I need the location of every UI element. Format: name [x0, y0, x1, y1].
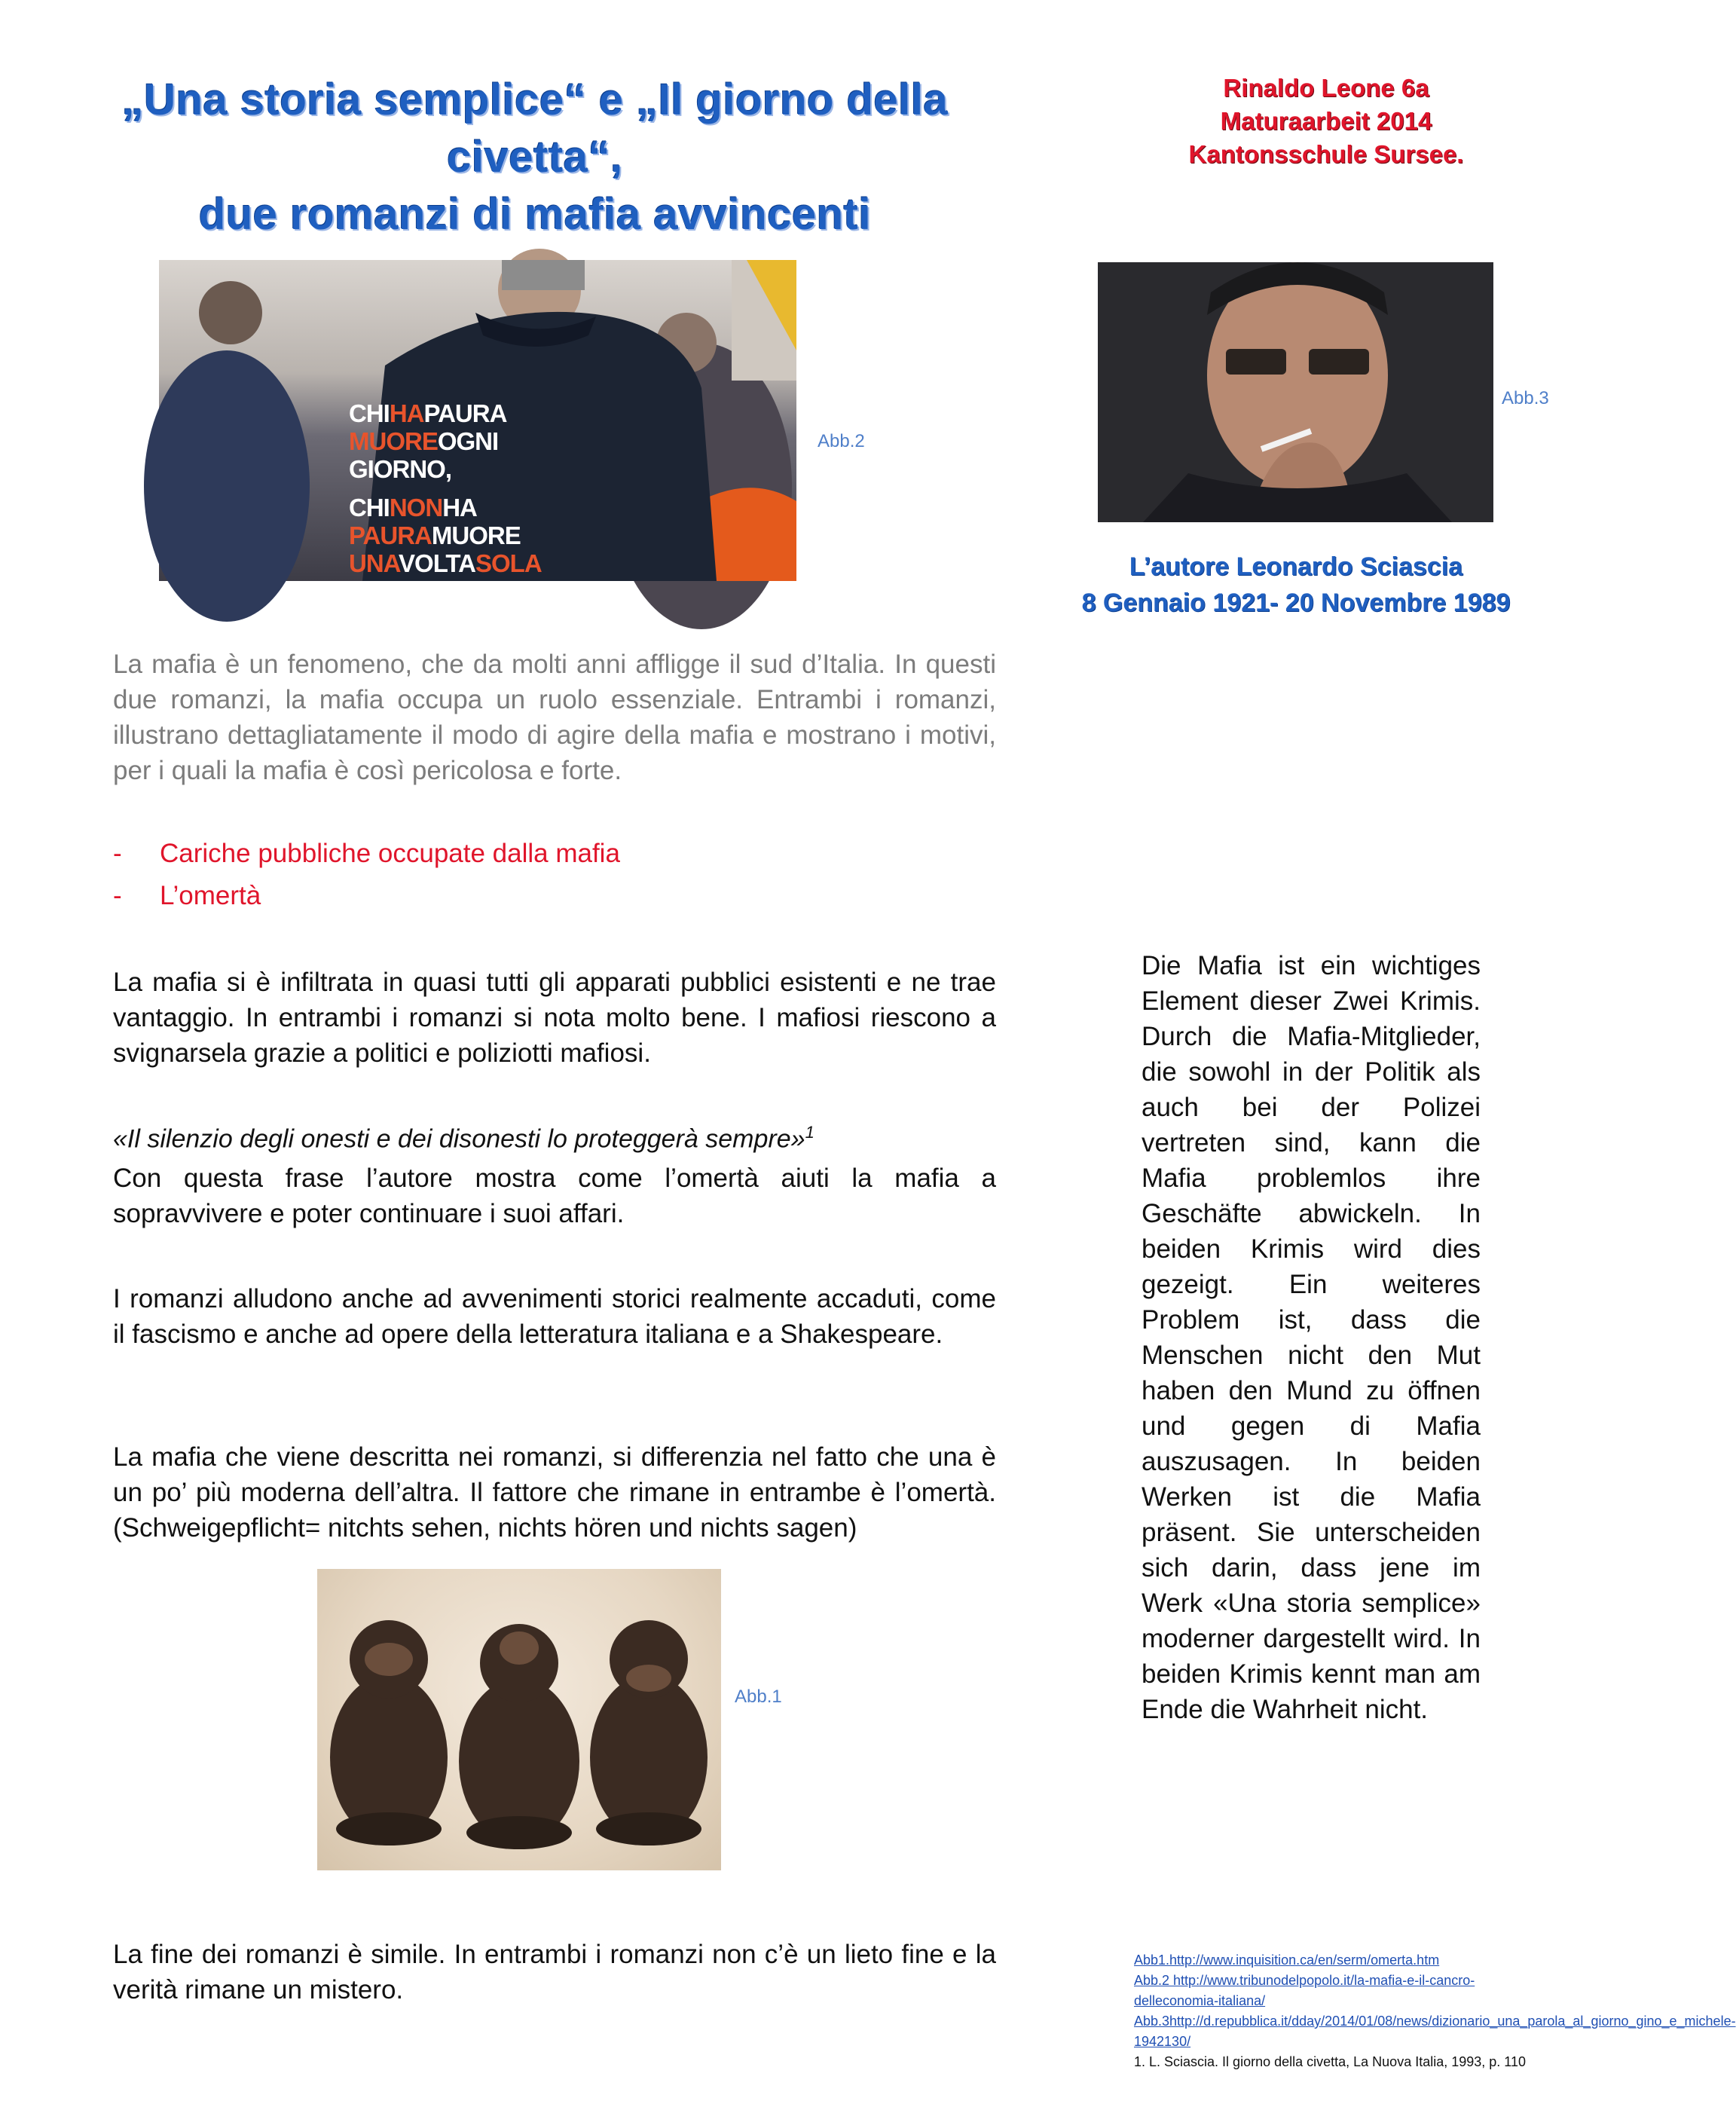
slogan-word: GIORNO, [349, 455, 452, 483]
author-caption-dates: 8 Gennaio 1921- 20 Novembre 1989 [1081, 589, 1511, 617]
crowd-photo [159, 260, 796, 581]
slogan-word: CHI [349, 494, 390, 521]
slogan-word-accent: MUORE [349, 427, 438, 455]
paragraph-omerta: Con questa frase l’autore mostra come l’omertà aiuti la mafia a sopravvivere e poter continuare i suoi affari. [113, 1164, 996, 1228]
bullet-item [113, 875, 996, 917]
slogan-word: PAURA [423, 399, 507, 427]
bullet-text: Cariche pubbliche occupate dalla mafia [160, 839, 620, 868]
slogan-word: HA [442, 494, 477, 521]
slogan-word: VOLTA [399, 549, 475, 577]
author-caption [1055, 549, 1537, 621]
bullet-item [113, 833, 996, 875]
bullet-list [113, 833, 996, 917]
slogan-word: MUORE [431, 521, 521, 549]
three-monkeys-photo [317, 1569, 721, 1870]
slogan-word-accent: PAURA [349, 521, 432, 549]
slogan-word: CHI [349, 399, 390, 427]
paragraph-ending: La fine dei romanzi è simile. In entrambi i romanzi non c’è un lieto fine e la verità rimane un mistero. [113, 1940, 996, 2004]
author-portrait-illustration [1098, 262, 1493, 522]
bullet-dash: - [113, 839, 122, 868]
three-monkeys-illustration [317, 1569, 721, 1870]
slogan-word-accent: NON [389, 494, 443, 521]
german-summary: Die Mafia ist ein wichtiges Element dieser Zwei Krimis. Durch die Mafia-Mitglieder, die sowohl in der Politik als auch bei der Polizei vertreten sind, kann die Mafia problemlos ihre Geschäfte abwickeln. In beiden Krimis wird dies gezeigt. Ein weiteres Problem ist, dass die Menschen nicht den Mut haben den Mund zu öffnen und gegen di Mafia auszusagen. In beiden Werken ist die Mafia präsent. Sie unterscheiden sich darin, dass jene im Werk «Una storia semplice» moderner dargestellt wird. In beiden Krimis kennt man am Ende die Wahrheit nicht. [1142, 951, 1481, 1724]
reference-link-abb3[interactable]: Abb.3http://d.repubblica.it/dday/2014/01/08/news/dizionario_una_parola_al_giorno_gino_e_michele-1942130/ [1134, 2014, 1736, 2049]
reference-link-abb1[interactable]: Abb1.http://www.inquisition.ca/en/serm/omerta.htm [1134, 1953, 1440, 1968]
slogan-word-accent: SOLA [475, 549, 542, 577]
title-line-2: due romanzi di mafia avvincenti [198, 190, 872, 239]
footnote-citation: 1. L. Sciascia. Il giorno della civetta, La Nuova Italia, 1993, p. 110 [1134, 2054, 1526, 2069]
figure-label-abb1: Abb.1 [735, 1686, 782, 1707]
quote-text: «Il silenzio degli onesti e dei disonesti lo proteggerà sempre» [113, 1124, 805, 1154]
figure-label-abb2: Abb.2 [818, 431, 865, 451]
slogan-word-accent: UNA [349, 549, 399, 577]
footnote-marker: 1 [805, 1123, 815, 1142]
quote [113, 1123, 996, 1154]
paragraph-history: I romanzi alludono anche ad avvenimenti storici realmente accaduti, come il fascismo e anche ad opere della letteratura italiana e a Shakespeare. [113, 1284, 996, 1349]
author-work: Maturaarbeit 2014 [1220, 107, 1432, 135]
author-school: Kantonsschule Sursee. [1188, 140, 1464, 168]
page-title [30, 72, 1040, 243]
bullet-text: L’omertà [160, 881, 261, 910]
reference-link-abb2[interactable]: Abb.2 http://www.tribunodelpopolo.it/la-mafia-e-il-cancro-delleconomia-italiana/ [1134, 1973, 1475, 2008]
author-name: Rinaldo Leone 6a [1223, 74, 1429, 102]
shirt-slogan [349, 399, 575, 577]
author-caption-name: L’autore Leonardo Sciascia [1129, 552, 1463, 581]
paragraph-difference: La mafia che viene descritta nei romanzi, si differenzia nel fatto che una è un po’ più moderna dell’altra. Il fattore che rimane in entrambe è l’omertà. (Schweigepflicht= nitchts sehen, nichts hören und nichts sagen) [113, 1442, 996, 1543]
paragraph-infiltration: La mafia si è infiltrata in quasi tutti gli apparati pubblici esistenti e ne trae vantaggio. In entrambi i romanzi si nota molto bene. I mafiosi riescono a svignarsela grazie a politici e poliziotti mafiosi. [113, 968, 996, 1068]
author-photo [1098, 262, 1493, 522]
intro-paragraph: La mafia è un fenomeno, che da molti anni affligge il sud d’Italia. In questi due romanzi, la mafia occupa un ruolo essenziale. Entrambi i romanzi, illustrano dettagliatamente il modo di agire della mafia e mostrano i motivi, per i quali la mafia è così pericolosa e forte. [113, 650, 996, 785]
author-header [1160, 72, 1492, 171]
bullet-dash: - [113, 881, 122, 910]
references [1134, 1950, 1736, 2072]
slogan-word: OGNI [437, 427, 499, 455]
title-line-1: „Una storia semplice“ e „Il giorno della civetta“, [121, 75, 949, 182]
figure-label-abb3: Abb.3 [1502, 388, 1549, 408]
slogan-word-accent: HA [389, 399, 424, 427]
